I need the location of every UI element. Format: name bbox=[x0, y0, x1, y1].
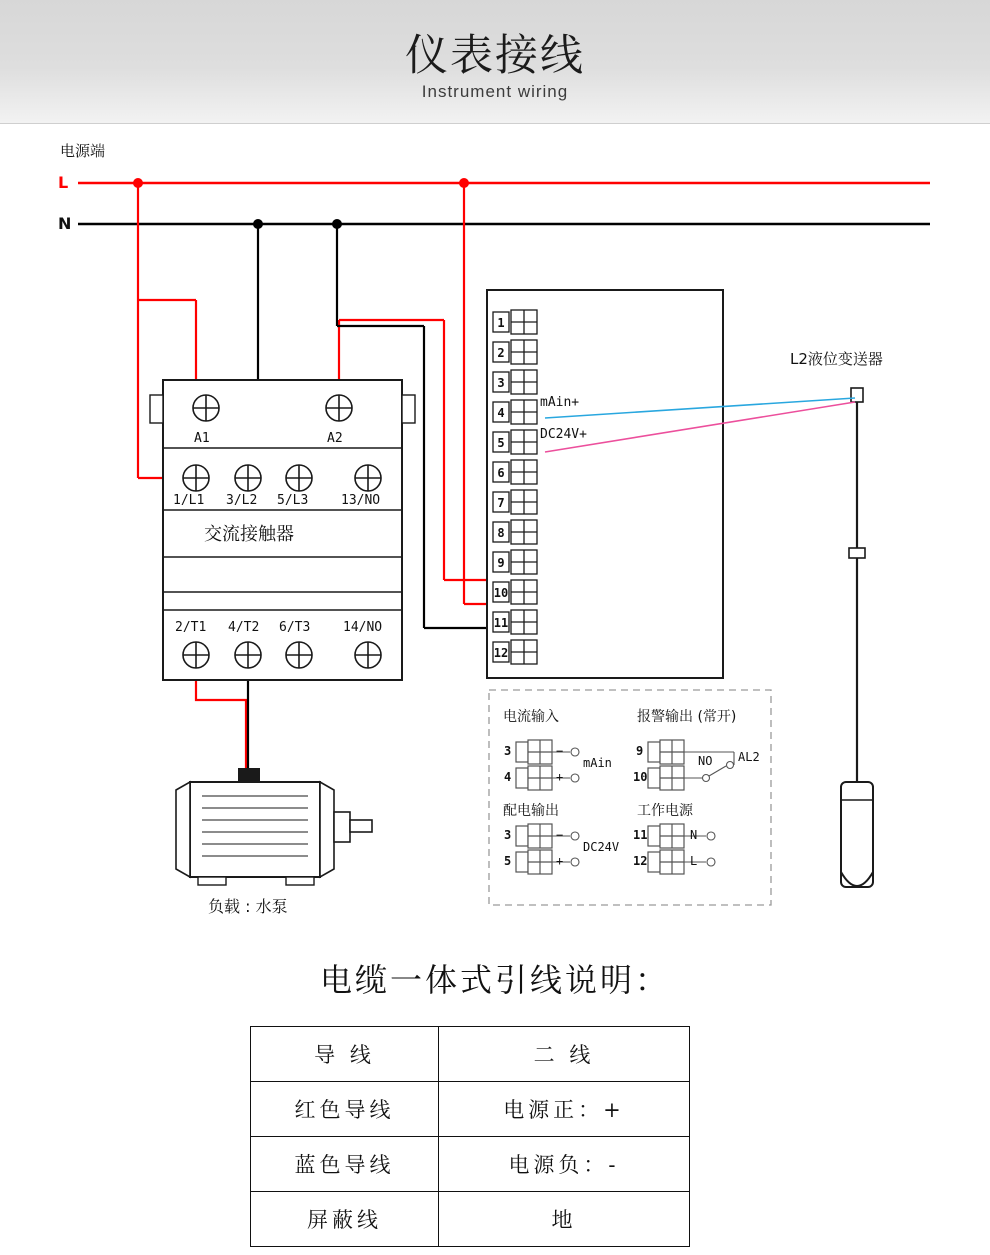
terminal-number: 2 bbox=[497, 346, 505, 360]
terminal-number: 12 bbox=[493, 646, 509, 660]
detail-alarm-output bbox=[648, 740, 734, 790]
table-cell: 蓝色导线 bbox=[251, 1137, 439, 1192]
terminal-number: 6 bbox=[497, 466, 505, 480]
contactor-terminal-3l2: 3/L2 bbox=[226, 493, 258, 508]
detail-title-power-output: 配电输出 bbox=[503, 803, 559, 819]
terminal-number: 9 bbox=[497, 556, 505, 570]
legend-table-title: 电缆一体式引线说明： bbox=[319, 961, 670, 999]
page-title: 仪表接线 bbox=[405, 31, 585, 81]
contactor-terminal-13no: 13/NO bbox=[341, 493, 381, 508]
detail-sign-4a: + bbox=[556, 770, 564, 784]
contactor-terminal-1l1: 1/L1 bbox=[173, 493, 205, 508]
terminal-number: 4 bbox=[497, 406, 505, 420]
legend-table bbox=[250, 1026, 690, 1247]
detail-sign-11: N bbox=[690, 828, 698, 842]
detail-terminal-3a: 3 bbox=[504, 744, 512, 758]
contactor-terminal-a2: A2 bbox=[327, 431, 343, 446]
table-row bbox=[251, 1027, 690, 1082]
terminal-number: 8 bbox=[497, 526, 505, 540]
power-terminal-label: 电源端 bbox=[60, 142, 106, 160]
load-label: 负载 : 水泵 bbox=[208, 897, 288, 916]
line-label-L: L bbox=[58, 173, 69, 192]
table-cell: 电源正：+ bbox=[439, 1082, 690, 1137]
detail-terminal-5b: 5 bbox=[504, 854, 512, 868]
terminal-number: 10 bbox=[493, 586, 509, 600]
detail-title-working-power: 工作电源 bbox=[637, 803, 693, 819]
table-cell: 红色导线 bbox=[251, 1082, 439, 1137]
detail-sign-3b: − bbox=[556, 828, 564, 842]
contactor-terminal-2t1: 2/T1 bbox=[175, 620, 207, 635]
detail-terminal-3b: 3 bbox=[504, 828, 512, 842]
contactor-terminal-4t2: 4/T2 bbox=[228, 620, 260, 635]
line-label-N: N bbox=[58, 214, 72, 233]
table-cell: 二 线 bbox=[439, 1027, 690, 1082]
meter-label-dc24v: DC24V+ bbox=[540, 427, 587, 442]
detail-terminal-11: 11 bbox=[633, 828, 648, 842]
detail-title-alarm-output: 报警输出 (常开) bbox=[637, 709, 737, 725]
contactor-terminal-5l3: 5/L3 bbox=[277, 493, 309, 508]
pump-motor bbox=[176, 768, 372, 885]
terminal-number: 3 bbox=[497, 376, 505, 390]
detail-terminal-9: 9 bbox=[636, 744, 644, 758]
sensor-label: L2液位变送器 bbox=[790, 350, 883, 368]
terminal-number: 11 bbox=[493, 616, 509, 630]
instrument-terminal-block bbox=[487, 290, 723, 678]
detail-signal-main: mAin bbox=[583, 756, 612, 770]
table-cell: 导 线 bbox=[251, 1027, 439, 1082]
contactor-name: 交流接触器 bbox=[204, 524, 294, 545]
detail-title-current-input: 电流输入 bbox=[503, 709, 559, 725]
table-cell: 电源负：- bbox=[439, 1137, 690, 1192]
detail-contact-no: NO bbox=[698, 754, 713, 768]
detail-terminal-4a: 4 bbox=[504, 770, 512, 784]
detail-signal-dc24v: DC24V bbox=[583, 840, 620, 854]
page-subtitle: Instrument wiring bbox=[421, 82, 569, 101]
detail-current-input bbox=[516, 740, 579, 790]
detail-power-output bbox=[516, 824, 579, 874]
table-cell: 地 bbox=[439, 1192, 690, 1247]
detail-working-power bbox=[648, 824, 715, 874]
power-bus bbox=[78, 178, 930, 229]
terminal-number: 1 bbox=[497, 316, 505, 330]
terminal-number: 7 bbox=[497, 496, 505, 510]
detail-sign-5b: + bbox=[556, 854, 564, 868]
terminal-number: 5 bbox=[497, 436, 505, 450]
detail-sign-3a: − bbox=[556, 744, 564, 758]
contactor-terminal-14no: 14/NO bbox=[343, 620, 383, 635]
detail-terminal-12: 12 bbox=[633, 854, 648, 868]
detail-signal-al2: AL2 bbox=[738, 750, 760, 764]
table-cell: 屏蔽线 bbox=[251, 1192, 439, 1247]
table-row bbox=[251, 1137, 690, 1192]
contactor-terminal-6t3: 6/T3 bbox=[279, 620, 311, 635]
detail-sign-12: L bbox=[690, 854, 698, 868]
meter-label-main: mAin+ bbox=[540, 395, 580, 410]
detail-terminal-10: 10 bbox=[633, 770, 648, 784]
table-row bbox=[251, 1082, 690, 1137]
contactor-terminal-a1: A1 bbox=[194, 431, 210, 446]
table-row bbox=[251, 1192, 690, 1247]
